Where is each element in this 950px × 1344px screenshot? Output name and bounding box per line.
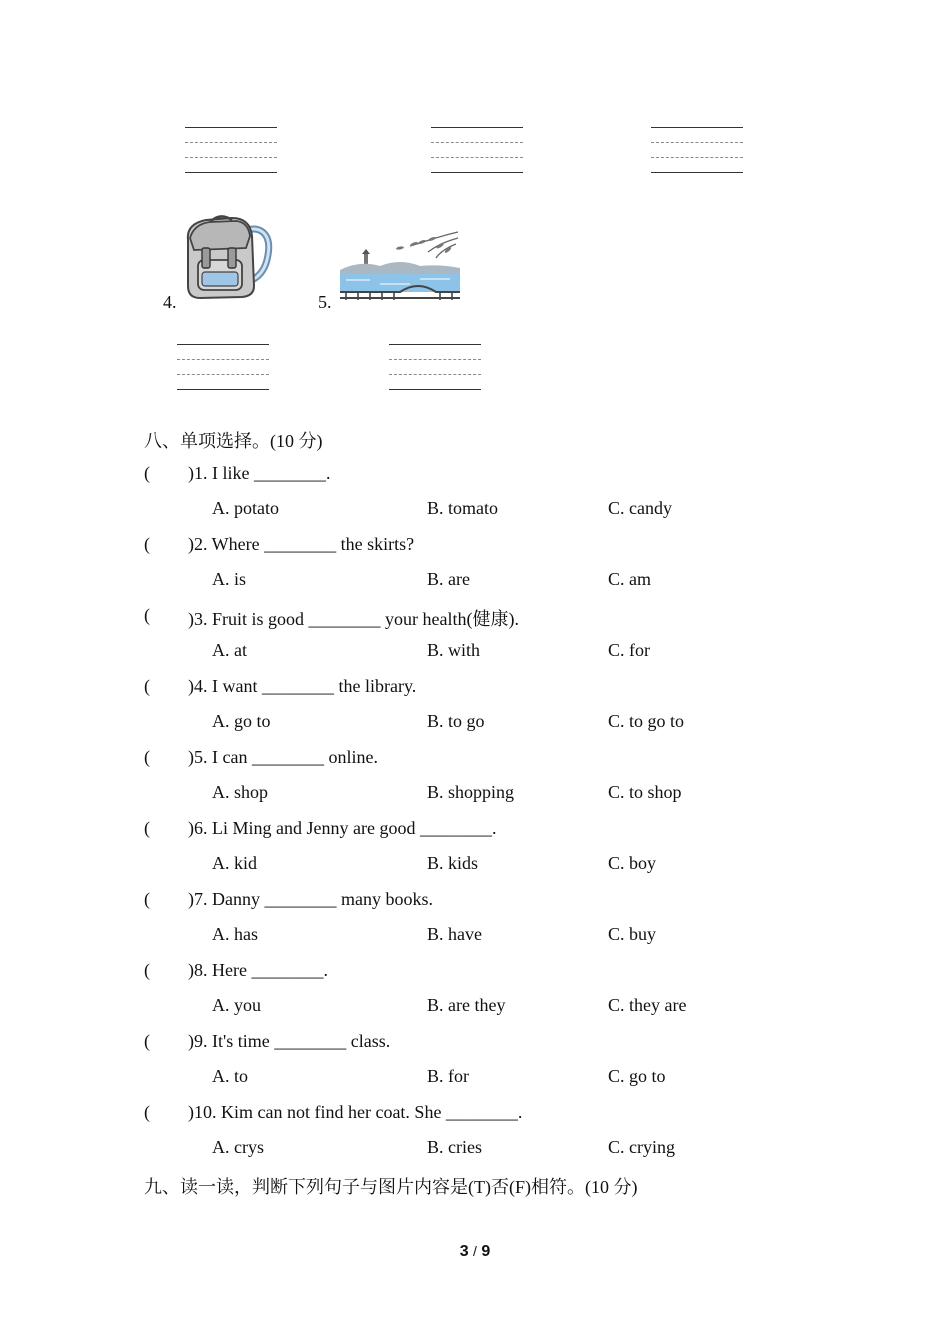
section-8-title: 八、单项选择。(10 分)	[144, 431, 323, 451]
page-number	[0, 1243, 950, 1261]
question-stem-7: )7. Danny ________ many books.	[188, 889, 433, 909]
page-separator: /	[473, 1243, 477, 1259]
question-3-option-a: A. at	[212, 640, 247, 660]
writing-lines-2[interactable]	[431, 127, 523, 173]
answer-blank-2[interactable]: (	[144, 534, 150, 554]
question-5-option-a: A. shop	[212, 782, 269, 802]
question-7-option-b: B. have	[427, 924, 482, 944]
page-current: 3	[459, 1243, 469, 1260]
answer-blank-5[interactable]: (	[144, 747, 150, 767]
answer-blank-4[interactable]: (	[144, 676, 150, 696]
question-2-option-b: B. are	[427, 569, 470, 589]
question-1-option-c: C. candy	[608, 498, 672, 518]
question-5-option-b: B. shopping	[427, 782, 515, 802]
question-1-option-a: A. potato	[212, 498, 279, 518]
question-6-option-a: A. kid	[212, 853, 257, 873]
question-3-option-c: C. for	[608, 640, 650, 660]
answer-blank-9[interactable]: (	[144, 1031, 150, 1051]
question-9-option-a: A. to	[212, 1066, 248, 1086]
question-10-option-b: B. cries	[427, 1137, 482, 1157]
question-6-option-c: C. boy	[608, 853, 657, 873]
section-9-title: 九、读一读，判断下列句子与图片内容是(T)否(F)相符。(10 分)	[144, 1177, 638, 1197]
backpack-icon	[180, 210, 275, 302]
item-number-4: 4.	[163, 292, 177, 312]
question-1-option-b: B. tomato	[427, 498, 498, 518]
question-stem-5: )5. I can ________ online.	[188, 747, 378, 767]
question-4-option-a: A. go to	[212, 711, 271, 731]
question-6-option-b: B. kids	[427, 853, 479, 873]
writing-lines-4[interactable]	[177, 344, 269, 390]
answer-blank-6[interactable]: (	[144, 818, 150, 838]
answer-blank-3[interactable]: (	[144, 605, 150, 625]
question-stem-3: )3. Fruit is good ________ your health(健康).	[188, 609, 519, 629]
question-stem-10: )10. Kim can not find her coat. She ________.	[188, 1102, 523, 1122]
question-2-option-a: A. is	[212, 569, 247, 589]
question-8-option-b: B. are they	[427, 995, 506, 1015]
answer-blank-1[interactable]: (	[144, 463, 150, 483]
lake-scenery-icon	[340, 230, 460, 306]
answer-blank-8[interactable]: (	[144, 960, 150, 980]
writing-lines-1[interactable]	[185, 127, 277, 173]
question-stem-4: )4. I want ________ the library.	[188, 676, 417, 696]
question-8-option-a: A. you	[212, 995, 261, 1015]
question-2-option-c: C. am	[608, 569, 651, 589]
writing-lines-5[interactable]	[389, 344, 481, 390]
question-stem-9: )9. It's time ________ class.	[188, 1031, 391, 1051]
question-stem-1: )1. I like ________.	[188, 463, 331, 483]
question-stem-2: )2. Where ________ the skirts?	[188, 534, 415, 554]
writing-lines-3[interactable]	[651, 127, 743, 173]
question-9-option-b: B. for	[427, 1066, 469, 1086]
question-9-option-c: C. go to	[608, 1066, 666, 1086]
question-stem-8: )8. Here ________.	[188, 960, 328, 980]
question-5-option-c: C. to shop	[608, 782, 682, 802]
question-10-option-c: C. crying	[608, 1137, 675, 1157]
question-7-option-a: A. has	[212, 924, 258, 944]
answer-blank-10[interactable]: (	[144, 1102, 150, 1122]
question-7-option-c: C. buy	[608, 924, 657, 944]
item-number-5: 5.	[318, 292, 332, 312]
question-10-option-a: A. crys	[212, 1137, 264, 1157]
question-4-option-c: C. to go to	[608, 711, 685, 731]
answer-blank-7[interactable]: (	[144, 889, 150, 909]
question-stem-6: )6. Li Ming and Jenny are good ________.	[188, 818, 497, 838]
question-4-option-b: B. to go	[427, 711, 485, 731]
page-total: 9	[481, 1243, 491, 1260]
question-8-option-c: C. they are	[608, 995, 687, 1015]
question-3-option-b: B. with	[427, 640, 481, 660]
